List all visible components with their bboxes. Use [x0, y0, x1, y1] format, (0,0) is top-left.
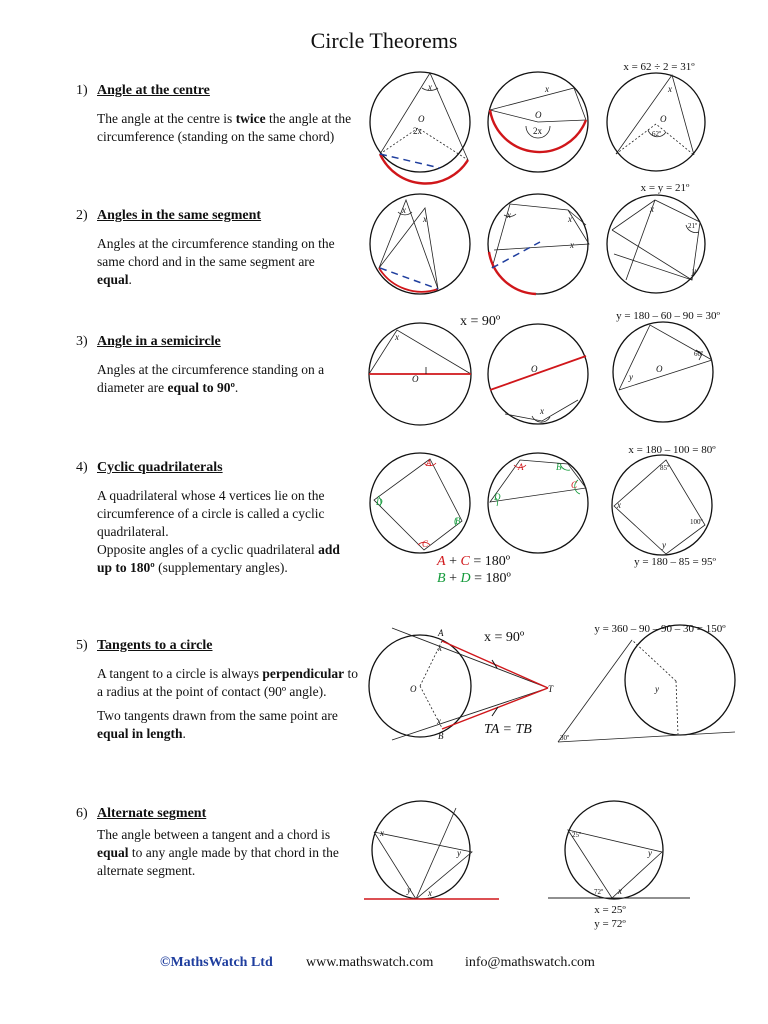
figure-5a-label-x1: x — [438, 643, 442, 653]
figure-1b-label-x: x — [545, 84, 549, 94]
figure-6a-triangle — [374, 832, 472, 899]
figure-2c-label-x: x — [650, 204, 654, 214]
figure-2b-label-x3: x — [570, 240, 574, 250]
figure-2a-chord-2 — [379, 208, 438, 289]
section-2-heading: Angles in the same segment — [97, 208, 262, 223]
section-3-text: Angles at the circumference standing on a diameter are equal to 90º. — [97, 362, 325, 395]
figure-3c-label-y: y — [629, 372, 633, 382]
figure-4b-label-b: B — [556, 462, 562, 472]
figure-4c-label-85: 85º — [660, 464, 670, 472]
figure-4c-quadrilateral — [614, 460, 705, 554]
figure-4c-label-x: x — [617, 500, 621, 510]
section-4-equation-bd: B + D = 180º — [437, 571, 511, 586]
figure-6b-label-25: 25º — [572, 831, 582, 839]
figure-4b-label-a: A — [518, 462, 524, 472]
figure-2a-circle — [370, 194, 470, 294]
figure-6b-label-72: 72º — [594, 888, 604, 896]
section-6-number: 6) — [76, 806, 88, 821]
section-4-answer-x: x = 180 – 100 = 80º — [628, 444, 716, 456]
section-5-equation: TA = TB — [484, 722, 532, 737]
figure-5a-label-x2: x — [437, 716, 441, 726]
section-5-heading: Tangents to a circle — [97, 638, 213, 653]
figure-4a-circle — [370, 453, 470, 553]
footer-brand: ©MathsWatch Ltd — [160, 955, 273, 970]
figure-5b-circle — [625, 625, 735, 735]
figure-4a-quadrilateral — [374, 459, 462, 550]
footer-email-link[interactable]: info@mathswatch.com — [465, 955, 595, 970]
figure-4a-label-b: B — [455, 516, 461, 526]
section-3-number: 3) — [76, 334, 88, 349]
figure-5a-tangent-tb — [442, 688, 548, 729]
figure-3b-diameter — [490, 356, 586, 390]
figure-1c-chords — [616, 75, 694, 155]
figure-6a-label-y1: y — [457, 848, 461, 858]
figure-4b-label-d: D — [494, 492, 501, 502]
figure-6a-label-x1: x — [380, 828, 384, 838]
section-5-tangent-answer: x = 90º — [484, 630, 525, 645]
figure-5a-label-b: B — [438, 731, 444, 741]
section-6-text: The angle between a tangent and a chord is equal to any angle made by that chord in the alternate segment. — [97, 827, 339, 878]
figure-2c-label-y: y — [692, 266, 696, 276]
section-4-heading: Cyclic quadrilaterals — [97, 460, 223, 475]
figure-5b-label-y: y — [655, 684, 659, 694]
figure-2b-label-x: x — [507, 210, 511, 220]
figure-2a-chord-1 — [379, 200, 438, 289]
figure-5b-tangent-1 — [558, 640, 632, 742]
figure-4a-label-a: A — [426, 458, 432, 468]
section-1-heading: Angle at the centre — [97, 83, 210, 98]
figure-2b-label-x2: x — [568, 214, 572, 224]
figure-1b-label-2x: 2x — [533, 126, 542, 136]
section-6-answer-y: y = 72º — [594, 918, 626, 930]
figure-2c-label-21: 21º — [688, 222, 698, 230]
section-2-answer: x = y = 21º — [640, 182, 690, 194]
figure-3a-angle — [369, 330, 471, 374]
figure-4c-label-100: 100º — [690, 518, 703, 526]
figure-1a-label-x: x — [428, 82, 432, 92]
figure-3a-label-o: O — [412, 374, 419, 384]
section-4-text: A quadrilateral whose 4 vertices lie on the circumference of a circle is called a cyclic quadrilateral. Opposite angles of a cyclic quadrilateral add up to 180º (supplementary angles). — [97, 488, 340, 575]
figure-1c-label-62: 62º — [652, 130, 662, 138]
figure-2c-chords — [612, 200, 700, 280]
section-1-text: The angle at the centre is twice the angle at the circumference (standing on the same chord) — [97, 111, 352, 144]
figure-4a-label-c: C — [422, 539, 429, 549]
figure-2b-chord — [492, 242, 540, 268]
section-1-number: 1) — [76, 83, 88, 98]
section-3-semicircle-answer: x = 90º — [460, 314, 501, 329]
section-3-answer: y = 180 – 60 – 90 = 30º — [616, 310, 720, 322]
section-2-text: Angles at the circumference standing on the same chord and in the same segment are equal. — [97, 236, 335, 287]
figure-3b-label-o: O — [531, 364, 538, 374]
figure-1c-circle — [607, 73, 705, 171]
figure-1a-label-o: O — [418, 114, 425, 124]
section-1-answer: x = 62 ÷ 2 = 31º — [623, 61, 695, 73]
section-6-answer-x: x = 25º — [594, 904, 626, 916]
footer-website-link[interactable]: www.mathswatch.com — [306, 955, 434, 970]
figure-2b-red-arc — [489, 252, 536, 294]
section-3-heading: Angle in a semicircle — [97, 334, 221, 349]
section-4-number: 4) — [76, 460, 88, 475]
figure-6a-label-y2: y — [407, 885, 411, 895]
figure-5a-label-a: A — [438, 628, 444, 638]
section-2-number: 2) — [76, 208, 88, 223]
figure-2a-red-arc — [379, 268, 438, 292]
section-4-equation-ac: A + C = 180º — [437, 554, 511, 569]
figure-4b-circle — [488, 453, 588, 553]
figure-6a-label-x2: x — [428, 888, 432, 898]
figure-3c-label-o: O — [656, 364, 663, 374]
figure-6a-circle — [372, 801, 470, 899]
section-5-text: A tangent to a circle is always perpendicular to a radius at the point of contact (90º angle). Two tangents drawn from the same point are equal in length. — [97, 666, 358, 741]
figure-1c-radii — [616, 124, 694, 155]
section-5-number: 5) — [76, 638, 88, 653]
figure-5a-label-o: O — [410, 684, 417, 694]
figure-2a-label-x2: x — [423, 214, 427, 224]
figure-1c-label-o: O — [660, 114, 667, 124]
figure-3b-circle — [488, 324, 588, 424]
figure-3b-label-x: x — [540, 406, 544, 416]
figure-3c-label-60: 60º — [694, 350, 704, 358]
section-6-heading: Alternate segment — [97, 806, 207, 821]
figure-4c-label-y: y — [662, 540, 666, 550]
page-title: Circle Theorems — [310, 28, 458, 53]
figure-1c-label-x: x — [668, 84, 672, 94]
figure-4b-label-c: C — [571, 480, 578, 490]
figure-1b-label-o: O — [535, 110, 542, 120]
figure-4a-label-d: D — [376, 497, 383, 507]
figure-5b-label-30: 30º — [560, 734, 570, 742]
figure-6b-label-y: y — [648, 848, 652, 858]
figure-5b-tangent-2 — [558, 732, 735, 742]
figure-5a-label-t: T — [548, 684, 554, 694]
figure-6b-label-x: x — [618, 886, 622, 896]
section-4-answer-y: y = 180 – 85 = 95º — [634, 556, 716, 568]
figure-2c-circle — [607, 195, 705, 293]
section-5-answer: y = 360 – 90 – 90 – 30 = 150º — [594, 623, 726, 635]
figure-3a-label-x: x — [395, 332, 399, 342]
figure-2a-label-x1: x — [402, 205, 406, 215]
figure-1a-label-2x: 2x — [413, 126, 422, 136]
